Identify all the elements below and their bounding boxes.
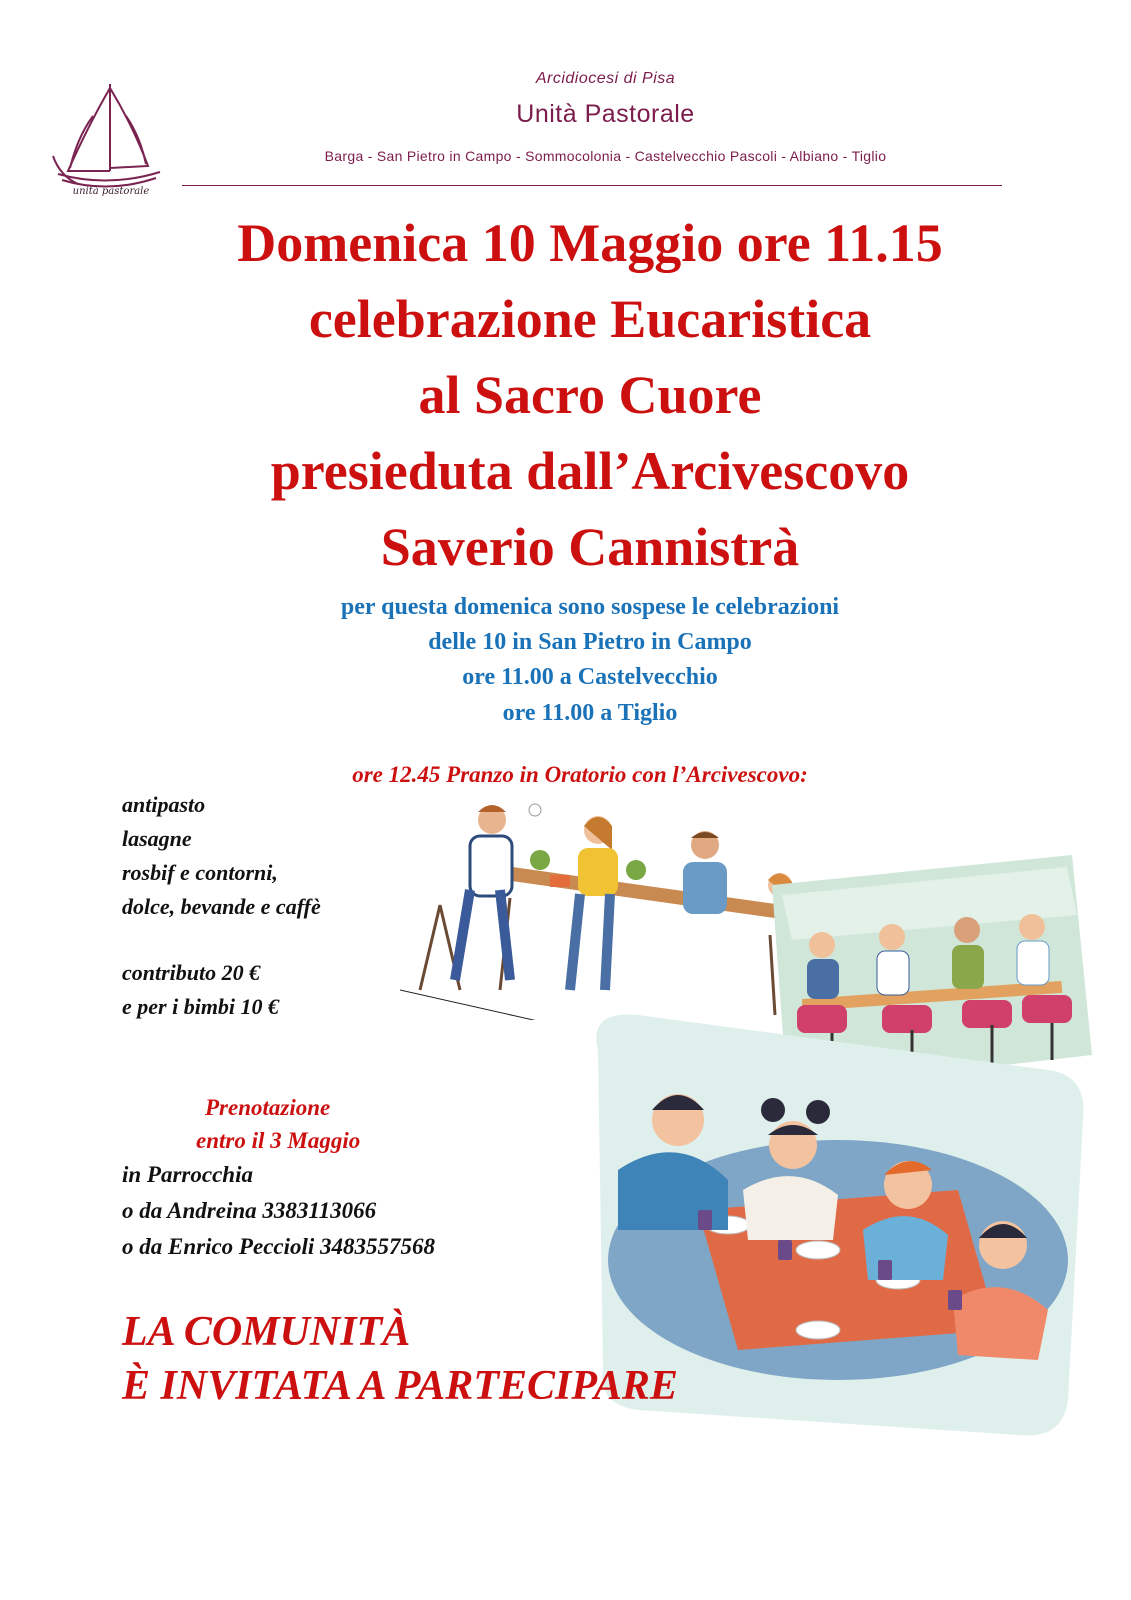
menu-item: dolce, bevande e caffè <box>122 894 321 919</box>
booking-heading: Prenotazione <box>205 1095 331 1120</box>
logo-caption: unità pastorale <box>72 186 150 197</box>
booking-deadline: entro il 3 Maggio <box>196 1128 361 1153</box>
lunch-heading: ore 12.45 Pranzo in Oratorio con l’Arcivescovo: <box>352 762 808 787</box>
diocese-name: Arcidiocesi di Pisa <box>535 70 676 87</box>
event-location: al Sacro Cuore <box>418 365 762 425</box>
header-divider <box>182 185 1002 186</box>
booking-contact: o da Enrico Peccioli 3483557568 <box>122 1234 436 1259</box>
event-presider-line: presieduta dall’Arcivescovo <box>270 441 910 501</box>
parish-list: Barga - San Pietro in Campo - Sommocolonia - Castelvecchio Pascoli - Albiano - Tiglio <box>324 148 887 164</box>
menu-item: antipasto <box>122 792 206 817</box>
pastoral-unit-name: Unità Pastorale <box>516 100 695 128</box>
booking-contact: in Parrocchia <box>122 1162 253 1187</box>
contribution-adult: contributo 20 € <box>122 960 261 985</box>
event-date-heading: Domenica 10 Maggio ore 11.15 <box>237 213 943 273</box>
notice-line: ore 11.00 a Tiglio <box>502 700 678 726</box>
people-dining-illustration <box>400 790 800 1020</box>
notice-line: delle 10 in San Pietro in Campo <box>428 629 752 655</box>
event-title-line: celebrazione Eucaristica <box>308 289 872 349</box>
notice-line: per questa domenica sono sospese le celebrazioni <box>340 594 840 620</box>
invitation-line: È INVITATA A PARTECIPARE <box>122 1363 678 1409</box>
booking-contact: o da Andreina 3383113066 <box>122 1198 377 1223</box>
contribution-children: e per i bimbi 10 € <box>122 994 280 1019</box>
archbishop-name: Saverio Cannistrà <box>380 517 800 577</box>
invitation-line: LA COMUNITÀ <box>122 1309 411 1355</box>
menu-item: rosbif e contorni, <box>122 860 278 885</box>
notice-line: ore 11.00 a Castelvecchio <box>462 664 718 690</box>
menu-item: lasagne <box>122 826 192 851</box>
